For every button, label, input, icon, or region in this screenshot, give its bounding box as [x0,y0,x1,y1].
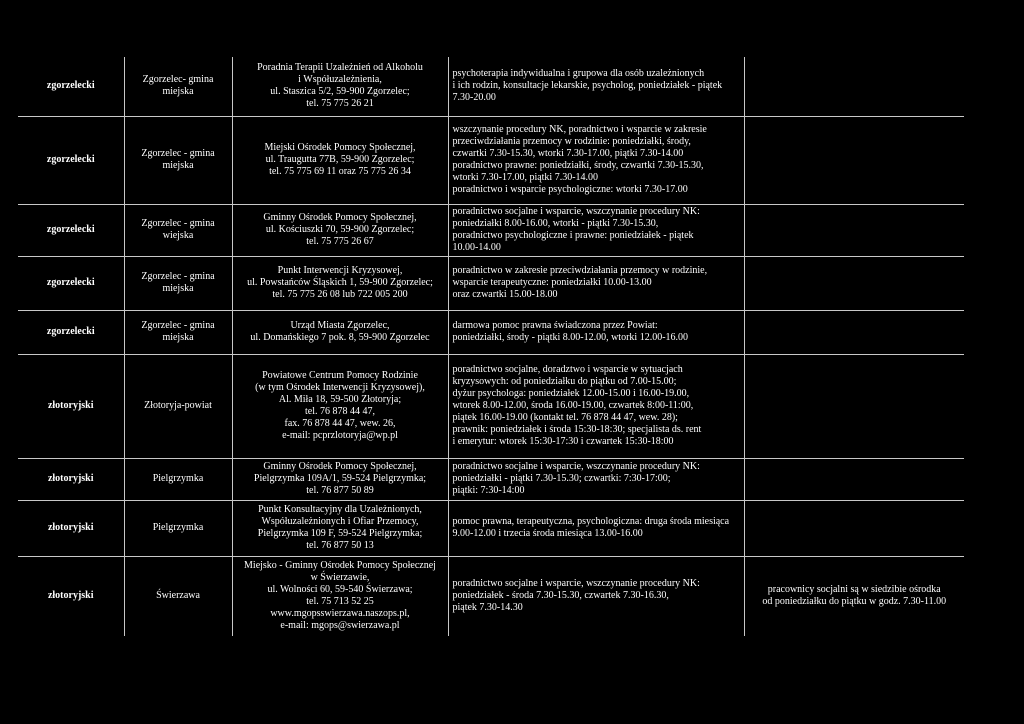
services-cell [448,500,744,556]
services-cell [448,116,744,204]
services-cell-line: kryzysowych: od poniedziałku do piątku od 7.00-15.00; [452,376,677,387]
municipality-cell-line: Złotoryja-powiat [144,400,212,411]
notes-cell [744,458,964,500]
table-row [18,204,964,256]
municipality-cell [124,116,232,204]
services-cell-line: poradnictwo socjalne i wsparcie, wszczynanie procedury NK: [452,206,700,217]
services-cell-line: 7.30-20.00 [452,92,496,104]
institution-cell [232,116,448,204]
institution-cell-line: fax. 76 878 44 47, wew. 26, [284,418,396,429]
institution-cell [232,354,448,458]
notes-cell-line: pracownicy socjalni są w siedzibie ośrodka [767,584,941,596]
services-cell-line: poniedziałki - piątki 7.30-15.30; czwartki: 7:30-17:00; [452,473,671,484]
institution-cell-line: Urząd Miasta Zgorzelec, [290,320,390,331]
institution-cell-line: Al. Miła 18, 59-500 Złotoryja; [278,394,402,405]
institution-cell-line: (w tym Ośrodek Interwencji Kryzysowej), [255,382,425,393]
county-cell: złotoryjski [18,556,124,636]
services-cell-line: poradnictwo w zakresie przeciwdziałania przemocy w rodzinie, [452,265,708,276]
services-cell-line: poradnictwo socjalne, doradztwo i wsparcie w sytuacjach [452,364,683,375]
services-cell-line: oraz czwartki 15.00-18.00 [452,289,558,300]
municipality-cell-line: Pielgrzymka [152,473,204,484]
institution-cell-line: Miejski Ośrodek Pomocy Społecznej, [264,142,416,153]
services-cell-line: poradnictwo i wsparcie psychologiczne: wtorki 7.30-17.00 [452,184,688,195]
institution-cell [232,256,448,310]
institution-cell-line: tel. 75 713 52 25 [306,596,374,608]
services-cell-line: wtorek 8.00-12.00, środa 16.00-19.00, czwartek 8:00-11:00, [452,400,694,411]
municipality-cell-line: miejska [162,86,194,98]
institution-cell-line: ul. Kościuszki 70, 59-900 Zgorzelec; [265,224,415,235]
services-cell-line: przeciwdziałania przemocy w rodzinie: poniedziałki, środy, [452,136,691,147]
institution-cell-line: e-mail: mgops@swierzawa.pl [280,620,400,632]
institution-cell-line: w Świerzawie, [310,572,370,584]
notes-cell [744,310,964,354]
county-cell: zgorzelecki [18,116,124,204]
institution-cell [232,458,448,500]
table-row [18,354,964,458]
institution-cell-line: ul. Domańskiego 7 pok. 8, 59-900 Zgorzelec [250,332,430,343]
services-cell-line: poradnictwo socjalne i wsparcie, wszczynanie procedury NK: [452,461,700,472]
services-cell-line: poradnictwo psychologiczne i prawne: poniedziałek - piątek [452,230,694,241]
notes-cell-line: od poniedziałku do piątku w godz. 7.30-11.00 [762,596,947,608]
institution-cell-line: ul. Staszica 5/2, 59-900 Zgorzelec; [270,86,410,98]
services-cell-line: darmowa pomoc prawna świadczona przez Powiat: [452,320,658,331]
notes-cell [744,556,964,636]
municipality-cell [124,57,232,116]
municipality-cell-line: Zgorzelec - gmina [141,148,215,159]
municipality-cell-line: miejska [162,160,194,171]
services-cell-line: piątek 7.30-14.30 [452,602,523,614]
county-cell: złotoryjski [18,458,124,500]
notes-cell [744,116,964,204]
notes-cell [744,500,964,556]
institution-cell-line: Punkt Interwencji Kryzysowej, [277,265,403,276]
notes-cell [744,354,964,458]
institution-cell-line: e-mail: pcprzlotoryja@wp.pl [282,430,398,441]
institution-cell-line: tel. 75 775 26 21 [306,98,374,110]
services-cell-line: prawnik: poniedziałek i środa 15:30-18:30; specjalista ds. rent [452,424,702,435]
services-cell [448,256,744,310]
institution-cell-line: i Współuzależnienia, [298,74,382,86]
institution-cell [232,310,448,354]
municipality-cell-line: Zgorzelec- gmina [142,74,214,86]
table-row [18,458,964,500]
services-cell-line: czwartki 7.30-15.30, wtorki 7.30-17.00, piątki 7.30-14.00 [452,148,684,159]
municipality-cell [124,256,232,310]
institution-cell-line: Powiatowe Centrum Pomocy Rodzinie [262,370,418,381]
municipality-cell-line: Zgorzelec - gmina [141,320,215,331]
municipality-cell [124,204,232,256]
county-cell: złotoryjski [18,500,124,556]
services-cell-line: poradnictwo socjalne i wsparcie, wszczynanie procedury NK: [452,578,700,590]
county-cell: złotoryjski [18,354,124,458]
institution-cell-line: tel. 75 775 26 67 [306,236,374,247]
institution-cell-line: Gminny Ośrodek Pomocy Społecznej, [263,212,417,223]
services-cell [448,556,744,636]
municipality-cell-line: Zgorzelec - gmina [141,271,215,282]
services-cell [448,57,744,116]
services-cell-line: piątek 16.00-19.00 (kontakt tel. 76 878 44 47, wew. 28); [452,412,678,423]
institution-cell-line: Poradnia Terapii Uzależnień od Alkoholu [257,62,423,74]
municipality-cell-line: miejska [162,332,194,343]
table-row [18,556,964,636]
institution-cell-line: tel. 76 878 44 47, [305,406,375,417]
institution-cell-line: tel. 75 775 69 11 oraz 75 775 26 34 [269,166,411,177]
municipality-cell-line: Pielgrzymka [152,522,204,533]
services-cell-line: poniedziałki 8.00-16.00, wtorki - piątki 7.30-15.30, [452,218,659,229]
county-cell: zgorzelecki [18,310,124,354]
services-cell [448,458,744,500]
institution-cell-line: Gminny Ośrodek Pomocy Społecznej, [263,461,417,472]
services-cell-line: psychoterapia indywidualna i grupowa dla osób uzależnionych [452,68,705,80]
institution-cell-line: tel. 76 877 50 13 [306,540,374,551]
services-cell-line: poradnictwo prawne: poniedziałki, środy, czwartki 7.30-15.30, [452,160,704,171]
municipality-cell [124,500,232,556]
services-cell-line: wszczynanie procedury NK, poradnictwo i wsparcie w zakresie [452,124,707,135]
institution-cell-line: www.mgopsswierzawa.naszops.pl, [270,608,410,620]
services-cell-line: dyżur psychologa: poniedziałek 12.00-15.00 i 16.00-19.00, [452,388,690,399]
services-cell-line: poniedziałek - środa 7.30-15.30, czwartek 7.30-16.30, [452,590,669,602]
institution-cell [232,57,448,116]
services-cell-line: 9.00-12.00 i trzecia środa miesiąca 13.00-16.00 [452,528,643,539]
institution-cell-line: Punkt Konsultacyjny dla Uzależnionych, [258,504,422,515]
table-row [18,116,964,204]
table-row [18,57,964,116]
municipality-cell-line: Zgorzelec - gmina [141,218,215,229]
services-cell-line: piątki: 7:30-14:00 [452,485,525,496]
municipality-cell [124,556,232,636]
services-cell-line: i ich rodzin, konsultacje lekarskie, psycholog, poniedziałek - piątek [452,80,723,92]
municipality-cell-line: miejska [162,283,194,294]
municipality-cell [124,310,232,354]
municipality-cell [124,458,232,500]
institution-cell-line: ul. Traugutta 77B, 59-900 Zgorzelec; [265,154,415,165]
municipality-cell-line: Świerzawa [156,590,200,602]
institution-cell [232,556,448,636]
institution-cell-line: tel. 75 775 26 08 lub 722 005 200 [272,289,408,300]
institution-cell-line: ul. Wolności 60, 59-540 Świerzawa; [267,584,413,596]
services-cell [448,310,744,354]
municipality-cell [124,354,232,458]
table-row [18,310,964,354]
county-cell: zgorzelecki [18,204,124,256]
table-row [18,500,964,556]
services-cell-line: 10.00-14.00 [452,242,501,253]
services-cell-line: wtorki 7.30-17.00, piątki 7.30-14.00 [452,172,599,183]
institution-cell-line: tel. 76 877 50 89 [306,485,374,496]
services-cell-line: pomoc prawna, terapeutyczna, psychologiczna: druga środa miesiąca [452,516,730,527]
institution-cell-line: ul. Powstańców Śląskich 1, 59-900 Zgorzelec; [247,277,433,288]
services-cell [448,354,744,458]
services-cell-line: poniedziałki, środy - piątki 8.00-12.00, wtorki 12.00-16.00 [452,332,689,343]
notes-cell [744,57,964,116]
institution-cell-line: Pielgrzymka 109A/1, 59-524 Pielgrzymka; [253,473,427,484]
municipality-cell-line: wiejska [162,230,194,241]
services-cell-line: i emerytur: wtorek 15:30-17:30 i czwartek 15:30-18:00 [452,436,674,447]
institution-cell-line: Miejsko - Gminny Ośrodek Pomocy Społecznej [244,560,436,572]
county-cell: zgorzelecki [46,80,95,92]
table-row [18,256,964,310]
institution-cell [232,204,448,256]
institution-cell [232,500,448,556]
institution-cell-line: Współuzależnionych i Ofiar Przemocy, [261,516,419,527]
notes-cell [744,256,964,310]
help-directory-table [18,57,964,636]
county-cell: zgorzelecki [18,256,124,310]
services-cell [448,204,744,256]
institution-cell-line: Pielgrzymka 109 F, 59-524 Pielgrzymka; [257,528,423,539]
services-cell-line: wsparcie terapeutyczne: poniedziałki 10.00-13.00 [452,277,652,288]
notes-cell [744,204,964,256]
